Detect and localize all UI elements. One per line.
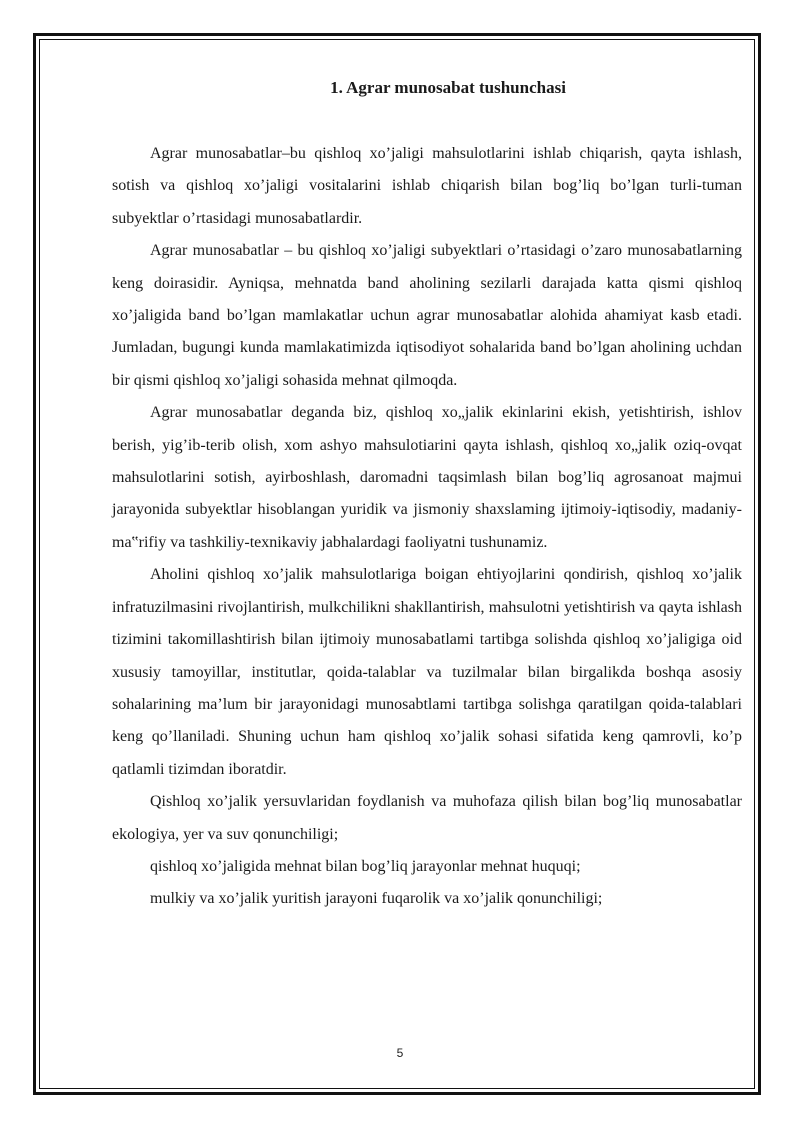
paragraph-1: Agrar munosabatlar–bu qishloq xo’jaligi mahsulotlarini ishlab chiqarish, qayta ishlash, sotish va qishloq xo’jaligi vositalarini ishlab chiqarish bilan bog’liq bo’lgan turli-tuman subyektlar o’rtasidagi munosabatlardir. [112,145,742,227]
paragraph-7: mulkiy va xo’jalik yuritish jarayoni fuqarolik va xo’jalik qonunchiligi; [150,890,603,908]
paragraph-4: Aholini qishloq xo’jalik mahsulotlariga boigan ehtiyojlarini qondirish, qishloq xo’jalik infratuzilmasini rivojlantirish, mulkchilikni shakllantirish, mahsulotni yetishtirish va qayta ishlash tizimini takomillashtirish bilan ijtimoiy munosabatlami tartibga solishda qishloq xo’jaligiga oid xususiy tamoyillar, institutlar, qoida-talablar va tuzilmalar bilan birgalikda boshqa asosiy sohalarining ma’lum bir jarayonidagi munosabtlami tartibga solishga qaratilgan qoida-talablari keng qo’llaniladi. Shuning uchun ham qishloq xo’jalik sohasi sifatida keng qamrovli, ko’p qatlamli tizimdan iboratdir. [112,566,742,778]
document-body [112,138,742,916]
document-content [114,72,742,916]
paragraph-3: Agrar munosabatlar deganda biz, qishloq xo„jalik ekinlarini ekish, yetishtirish, ishlov berish, yig’ib-terib olish, xom ashyo mahsulotiarini qayta ishlash, qishloq xo„jalik oziq-ovqat mahsulotlarini sotish, ayirboshlash, daromadni taqsimlash bilan bog’liq agrosanoat majmui jarayonida subyektlar hisoblangan yuridik va jismoniy shaxslaming ijtimoiy-iqtisodiy, madaniy-ma‟rifiy va tashkiliy-texnikaviy jabhalardagi faoliyatni tushunamiz. [112,404,742,551]
paragraph-6: qishloq xo’jaligida mehnat bilan bog’liq jarayonlar mehnat huquqi; [150,857,581,875]
section-heading: 1. Agrar munosabat tushunchasi [330,78,566,97]
page-number: 5 [396,1046,404,1060]
paragraph-2: Agrar munosabatlar – bu qishloq xo’jaligi subyektlari o’rtasidagi o’zaro munosabatlarning keng doirasidir. Ayniqsa, mehnatda band aholining sezilarli darajada katta qismi qishloq xo’jaligida band bo’lgan mamlakatlar uchun agrar munosabatlar alohida ahamiyat kasb etadi. Jumladan, bugungi kunda mamlakatimizda iqtisodiyot sohalarida band bo’lgan aholining uchdan bir qismi qishloq xo’jaligi sohasida mehnat qilmoqda. [112,242,742,389]
paragraph-5: Qishloq xo’jalik yersuvlaridan foydlanish va muhofaza qilish bilan bog’liq munosabatlar ekologiya, yer va suv qonunchiligi; [112,793,742,843]
